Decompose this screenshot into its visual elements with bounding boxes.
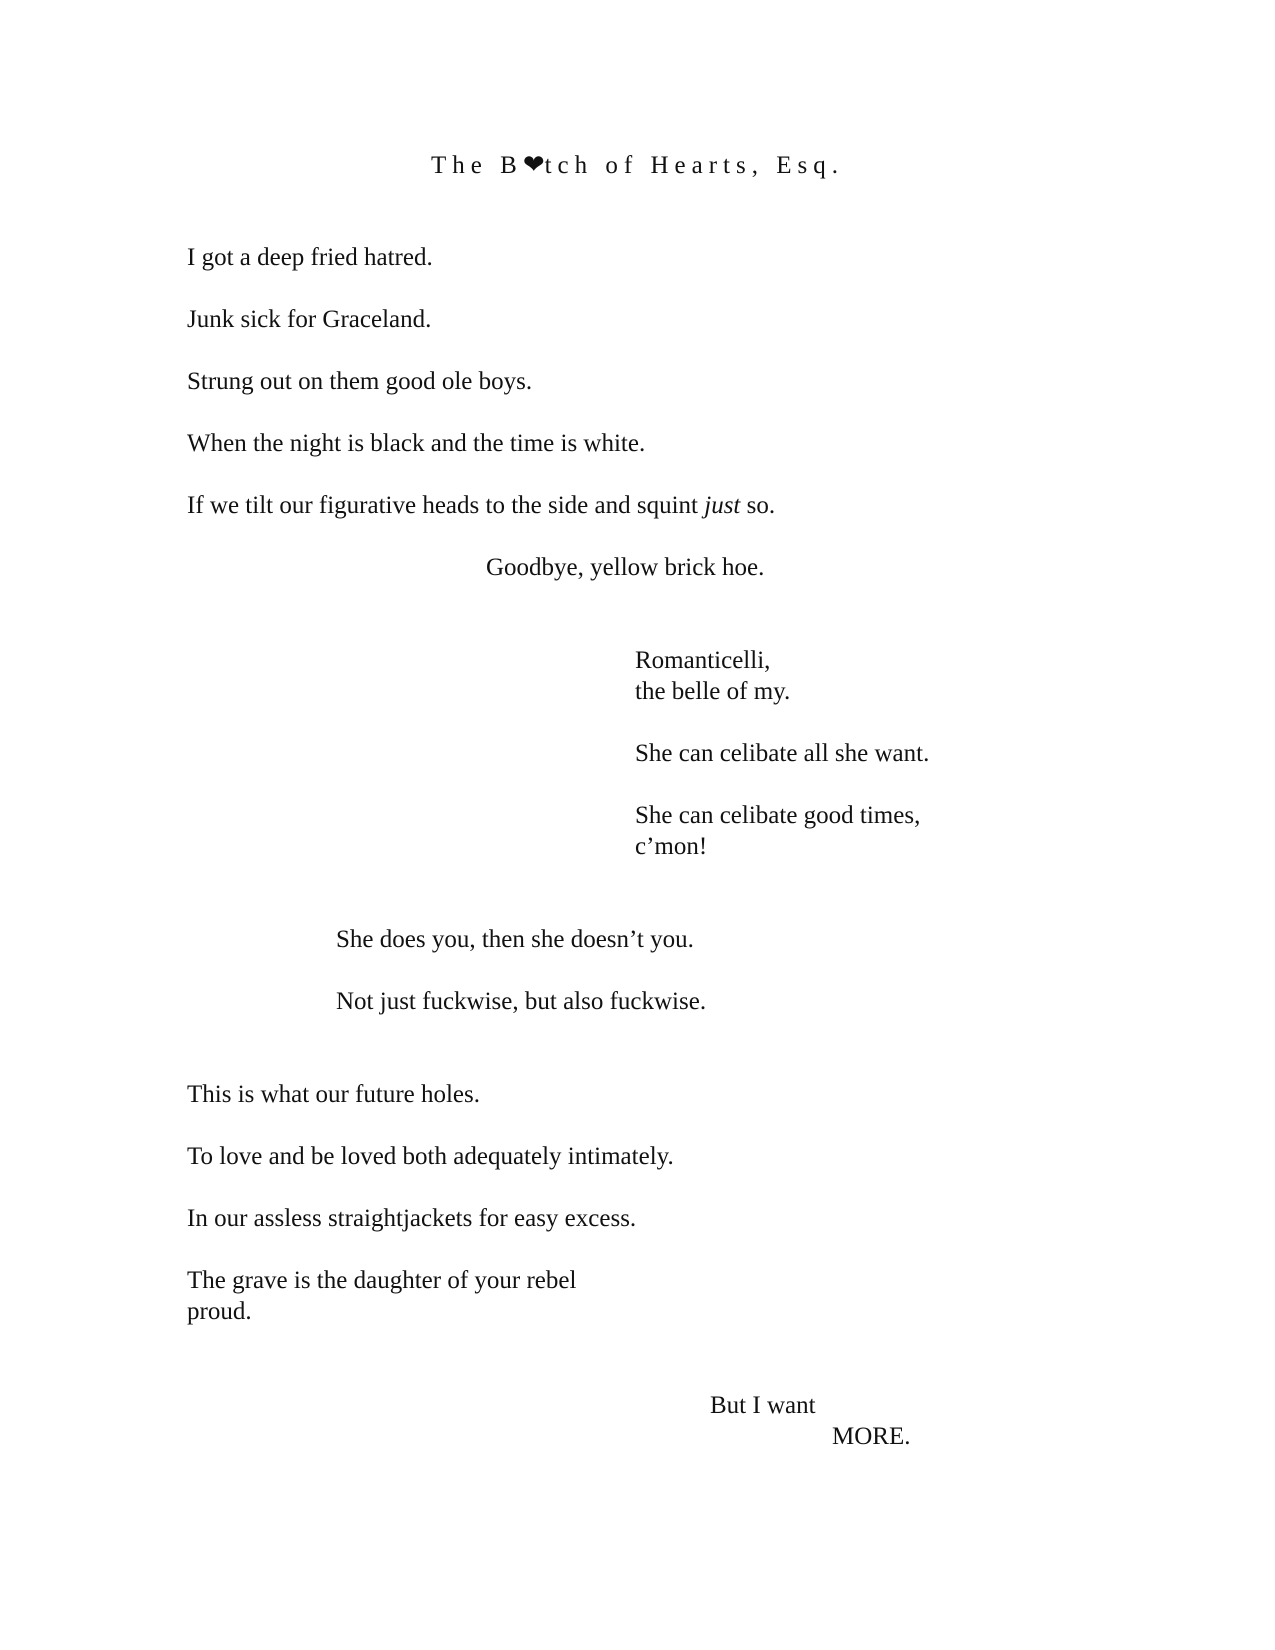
poem-line: In our assless straightjackets for easy excess. [187,1205,637,1232]
line-text-before: If we tilt our figurative heads to the side and squint [187,492,705,519]
poem-line: I got a deep fried hatred. [187,244,433,271]
poem-line: Junk sick for Graceland. [187,306,432,333]
poem-line: She can celibate all she want. [635,740,930,767]
title-part-2: tch of Hearts, Esq. [544,152,844,179]
title-part-1: The B [431,152,523,179]
heart-icon: ❤ [522,150,545,179]
poem-line: When the night is black and the time is white. [187,430,646,457]
poem-line-goodbye: Goodbye, yellow brick hoe. [486,554,765,581]
poem-line: The grave is the daughter of your rebel [187,1267,577,1294]
poem-line [187,490,775,521]
poem-line: Strung out on them good ole boys. [187,368,533,395]
poem-line: c’mon! [635,833,708,860]
poem-line: Romanticelli, [635,647,771,674]
poem-line: She does you, then she doesn’t you. [336,926,694,953]
line-text-after: so. [740,492,776,519]
poem-line: This is what our future holes. [187,1081,481,1108]
poem-line: Not just fuckwise, but also fuckwise. [336,988,707,1015]
poem-line: She can celibate good times, [635,802,921,829]
poem-line: the belle of my. [635,678,791,705]
poem-line-but-i-want: But I want [710,1392,816,1419]
poem-line: proud. [187,1298,252,1325]
poem-title [0,150,1275,180]
poem-line: To love and be loved both adequately intimately. [187,1143,674,1170]
poem-line-more: MORE. [832,1423,911,1450]
emphasis-just: just [704,492,741,519]
